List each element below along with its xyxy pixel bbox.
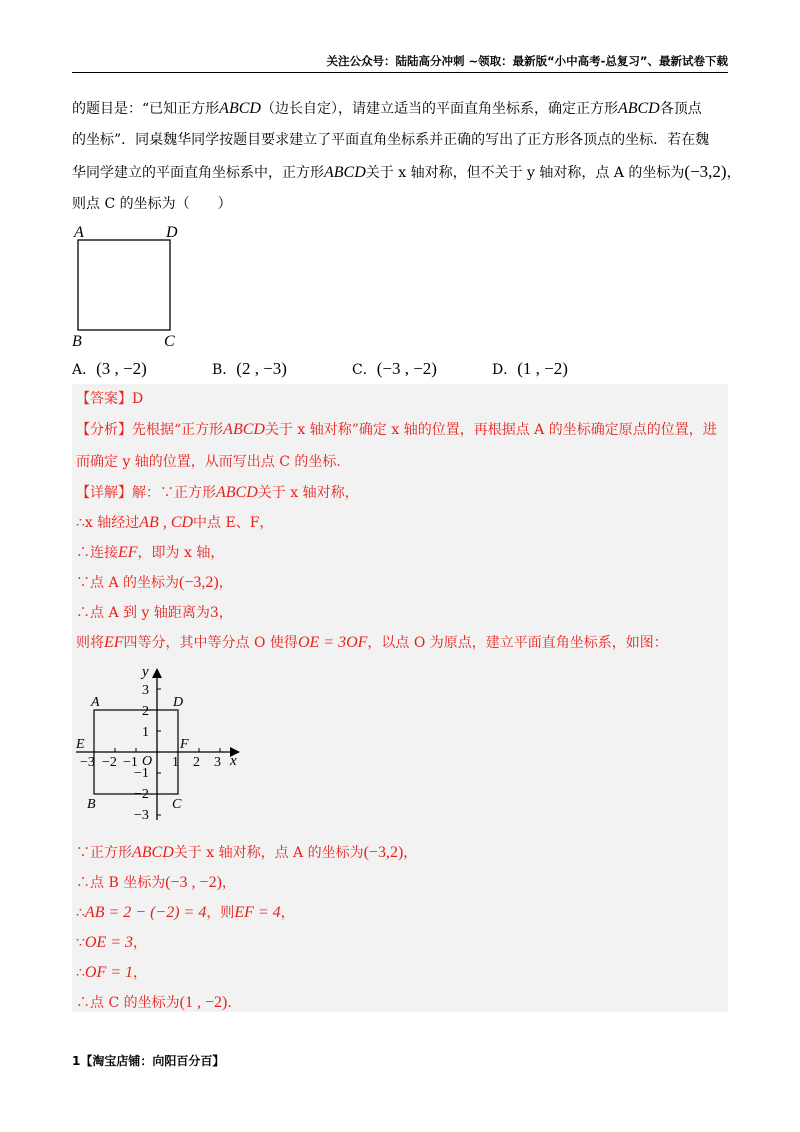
y-tick-label: 3 — [142, 683, 149, 698]
option-a[interactable]: A．(3 , −2) — [72, 359, 147, 378]
x-tick-label: 2 — [193, 755, 200, 770]
fig2-label-f: F — [180, 737, 189, 752]
coordinate-figure — [72, 660, 252, 830]
x-tick-label: −2 — [102, 755, 117, 770]
detail-line-11: ∴OF = 1， — [76, 964, 148, 981]
detail-line-4: ∵点 A 的坐标为(−3,2)， — [76, 574, 233, 591]
y-axis-arrow — [152, 668, 162, 678]
page-header — [72, 50, 728, 73]
y-tick-label: 2 — [142, 704, 149, 719]
y-tick-label: −3 — [134, 808, 149, 823]
x-tick-label: −1 — [123, 755, 138, 770]
fig2-label-a: A — [91, 695, 100, 710]
fig2-label-b: B — [87, 797, 96, 812]
square-abcd — [78, 240, 170, 330]
y-tick-label: −2 — [134, 787, 149, 802]
question-line-3: 华同学建立的平面直角坐标系中，正方形ABCD关于 x 轴对称，但不关于 y 轴对称，点 A 的坐标为(−3,2)， — [72, 162, 741, 181]
y-tick-label: 1 — [142, 725, 149, 740]
x-tick-label: 3 — [214, 755, 221, 770]
x-tick-label: −3 — [80, 755, 95, 770]
option-c[interactable]: C．(−3 , −2) — [352, 359, 437, 378]
y-axis-label: y — [142, 664, 149, 680]
fig2-label-e: E — [76, 737, 85, 752]
detail-line-10: ∵OE = 3， — [76, 934, 148, 951]
detail-line-9: ∴AB = 2 − (−2) = 4，则EF = 4， — [76, 904, 295, 921]
fig2-label-d: D — [173, 695, 184, 710]
fig2-label-c: C — [172, 797, 182, 812]
answer-options — [72, 356, 728, 382]
fig1-label-c: C — [164, 333, 175, 350]
option-d[interactable]: D．(1 , −2) — [492, 359, 568, 378]
detail-line-2: ∴x 轴经过AB , CD中点 E、F， — [76, 514, 274, 531]
question-line-1: 的题目是：“已知正方形ABCD（边长自定），请建立适当的平面直角坐标系，确定正方形ABCD各顶点 — [72, 100, 702, 117]
question-line-2: 的坐标”．同桌魏华同学按题目要求建立了平面直角坐标系并正确的写出了正方形各顶点的坐标．若在魏 — [72, 132, 710, 148]
origin-label: O — [142, 754, 153, 769]
detail-line-1: 【详解】解：∵正方形ABCD关于 x 轴对称， — [76, 484, 359, 501]
detail-line-5: ∴点 A 到 y 轴距离为3， — [76, 605, 233, 621]
analysis-line-2: 而确定 y 轴的位置，从而写出点 C 的坐标． — [76, 454, 351, 470]
y-tick-label: −1 — [134, 766, 149, 781]
x-tick-label: 1 — [172, 755, 179, 770]
x-axis-label: x — [230, 753, 237, 769]
fig1-label-d: D — [166, 224, 178, 241]
analysis-line-1: 【分析】先根据“正方形ABCD关于 x 轴对称”确定 x 轴的位置，再根据点 A 的坐标确定原点的位置，进 — [76, 421, 717, 438]
question-text — [72, 93, 741, 220]
option-b[interactable]: B．(2 , −3) — [212, 359, 287, 378]
detail-line-8: ∴点 B 坐标为(−3 , −2)， — [76, 874, 236, 891]
fig1-label-b: B — [72, 333, 82, 350]
answer-line: 【答案】D — [76, 391, 144, 407]
detail-line-6: 则将EF四等分，其中等分点 O 使得OE = 3OF，以点 O 为原点，建立平面直角坐标系，如图： — [76, 634, 668, 651]
detail-line-3: ∴连接EF，即为 x 轴， — [76, 544, 225, 561]
header-text: 关注公众号：陆陆高分冲刺 ~领取：最新版“小中高考-总复习”、最新试卷下载 — [326, 54, 728, 68]
fig1-label-a: A — [74, 224, 84, 241]
page-footer: 1【淘宝店铺：向阳百分百】 — [72, 1054, 225, 1068]
square-figure — [70, 222, 190, 352]
detail-line-7: ∵正方形ABCD关于 x 轴对称，点 A 的坐标为(−3,2)， — [76, 844, 418, 861]
question-line-4: 则点 C 的坐标为（ ） — [72, 196, 232, 212]
detail-line-12: ∴点 C 的坐标为(1 , −2)． — [76, 994, 242, 1011]
